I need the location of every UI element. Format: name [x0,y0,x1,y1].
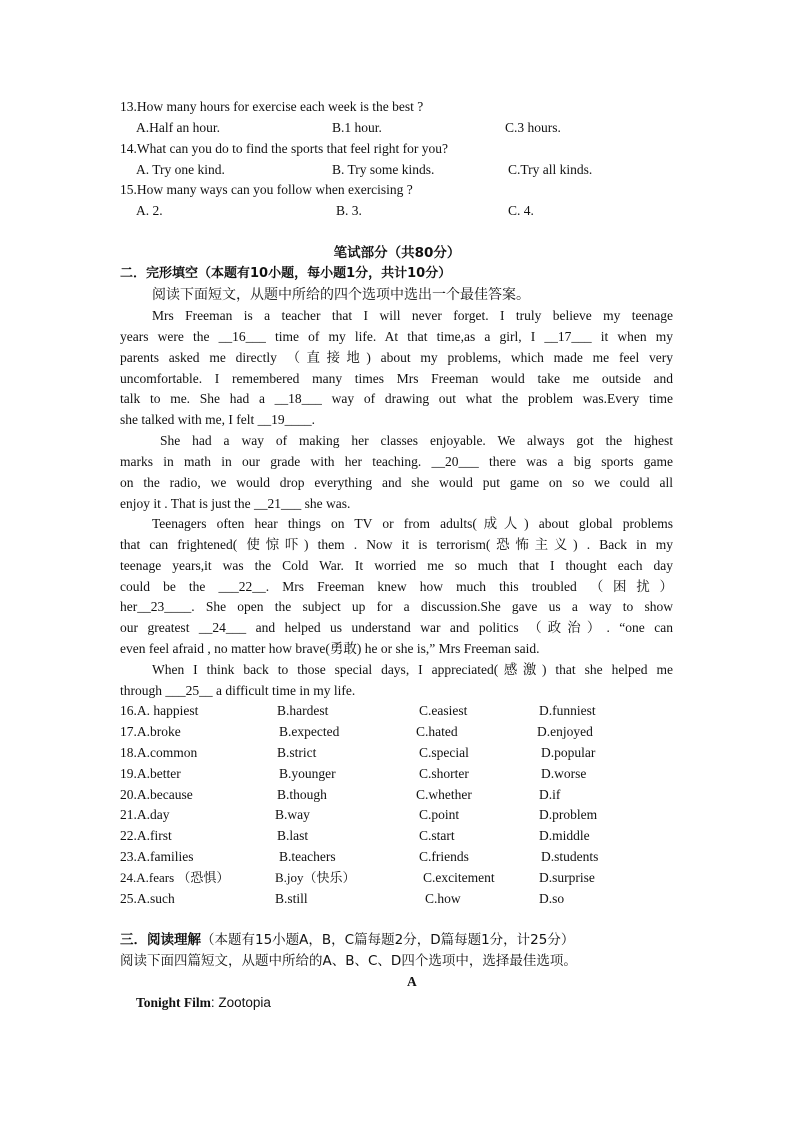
option: B. 3. [336,203,362,218]
section-3-instruction: 阅读下面四篇短文，从题中所给的A、B、C、D四个选项中，选择最佳选项。 [120,953,577,969]
option-a: 22.A.first [120,828,172,843]
tonight-film [136,994,271,1012]
passage-line: Mrs Freeman is a teacher that I will never forget. I truly believe my teenage [152,308,673,323]
passage-line: that can frightened( 使惊吓) them . Now it is terrorism(恐怖主义) . Back in my [120,537,673,552]
passage-line: uncomfortable. I remembered many times Mrs Freeman would take me outside and [120,371,673,386]
written-part-title: 笔试部分（共80分） [333,245,461,261]
passage-line: marks in math in our grade with her teaching. __20___ there was a big sports game [120,454,673,469]
option-c: C.friends [419,849,469,864]
option-d: D.middle [539,828,590,843]
option-a: 23.A.families [120,849,194,864]
option-b: B.strict [277,745,317,760]
option-d: D.so [539,891,565,906]
section-3-heading-detail: （本题有15小题A，B，C篇每题2分，D篇每题1分，计25分） [201,932,575,948]
tonight-film-value: : Zootopia [210,995,271,1010]
option-d: D.popular [541,745,596,760]
option: B.1 hour. [332,120,382,135]
option-d: D.students [541,849,599,864]
passage-line: could be the ___22__. Mrs Freeman knew how much this troubled （困扰） [120,579,673,594]
option: B. Try some kinds. [332,162,435,177]
question-14: 14.What can you do to find the sports that feel right for you? [120,141,449,156]
option-d: D.worse [541,766,587,781]
option-b: B.though [277,787,327,802]
passage-line: Teenagers often hear things on TV or from adults(成人) about global problems [152,516,673,531]
passage-line: She had a way of making her classes enjoyable. We always got the highest [160,433,673,448]
option-c: C.hated [416,724,458,739]
section-2-instruction: 阅读下面短文，从题中所给的四个选项中选出一个最佳答案。 [152,287,530,303]
option-c: C.whether [416,787,472,802]
option: A. Try one kind. [136,162,225,177]
option: A.Half an hour. [136,120,220,135]
option-c: C.point [419,807,460,822]
section-3-heading-title: 三．阅读理解 [120,932,201,948]
passage-line: through ___25__ a difficult time in my life. [120,683,356,698]
option-a: 18.A.common [120,745,198,760]
passage-line: When I think back to those special days, I appreciated(感激) that she helped me [152,662,673,677]
option-c: C.how [425,891,461,906]
option-c: C.excitement [423,870,495,885]
option-b: B.expected [279,724,340,739]
option-b: B.hardest [277,703,329,718]
option: C.3 hours. [505,120,561,135]
passage-line: years were the __16___ time of my life. At that time,as a girl, I __17___ it when my [120,329,673,344]
option-a: 25.A.such [120,891,175,906]
option-a: 20.A.because [120,787,193,802]
option-d: D.funniest [539,703,596,718]
option-a: 19.A.better [120,766,181,781]
option-b: B.way [275,807,310,822]
section-3-heading [120,931,574,949]
option-b: B.teachers [279,849,336,864]
passage-line: enjoy it . That is just the __21___ she was. [120,496,351,511]
option-b: B.still [275,891,308,906]
option-d: D.enjoyed [537,724,593,739]
option-c: C.start [419,828,455,843]
option: C. 4. [508,203,534,218]
option-a: 21.A.day [120,807,170,822]
question-15: 15.How many ways can you follow when exercising ? [120,182,413,197]
passage-line: parents asked me directly （直接地) about my problems, which made me feel very [120,350,673,365]
passage-line: teenage years,it was the Cold War. It worried me so much that I thought each day [120,558,673,573]
option-c: C.easiest [419,703,468,718]
passage-a-label: A [407,974,417,989]
option-c: C.special [419,745,469,760]
option-a: 24.A.fears （恐惧） [120,870,230,885]
question-13: 13.How many hours for exercise each week is the best ? [120,99,424,114]
passage-line: talk to me. She had a __18___ way of drawing out what the problem was.Every time [120,391,673,406]
option-d: D.if [539,787,561,802]
tonight-film-label: Tonight Film [136,995,211,1010]
passage-line: her__23____. She open the subject up for a discussion.She gave us a way to show [120,599,673,614]
option-a: 17.A.broke [120,724,181,739]
option-d: D.surprise [539,870,595,885]
passage-line: our greatest __24___ and helped us understand war and politics （政治）. “one can [120,620,673,635]
option-b: B.younger [279,766,336,781]
option: A. 2. [136,203,163,218]
section-2-heading: 二．完形填空（本题有10小题，每小题1分，共计10分） [120,266,452,281]
passage-line: even feel afraid , no matter how brave(勇敢) he or she is,” Mrs Freeman said. [120,641,540,656]
option-a: 16.A. happiest [120,703,199,718]
passage-line: on the radio, we would drop everything and she would put game on so we could all [120,475,673,490]
option-d: D.problem [539,807,598,822]
passage-line: she talked with me, I felt __19____. [120,412,315,427]
option-b: B.last [277,828,309,843]
option-b: B.joy（快乐） [275,870,356,885]
option-c: C.shorter [419,766,469,781]
option: C.Try all kinds. [508,162,593,177]
